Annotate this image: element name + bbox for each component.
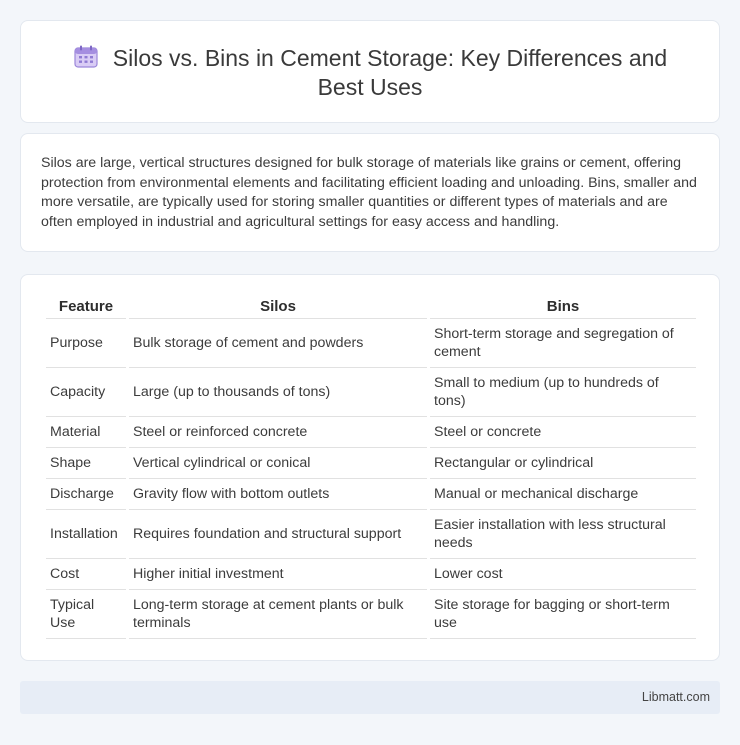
cell-bins: Steel or concrete xyxy=(430,417,696,448)
table-row xyxy=(46,590,696,639)
cell-silos: Bulk storage of cement and powders xyxy=(129,319,427,368)
page-title-row xyxy=(21,44,719,102)
cell-bins: Site storage for bagging or short-term use xyxy=(430,590,696,639)
header-card xyxy=(20,20,720,123)
cell-feature: Shape xyxy=(46,448,126,479)
cell-feature: Installation xyxy=(46,510,126,559)
cell-bins: Small to medium (up to hundreds of tons) xyxy=(430,368,696,417)
footer-brand-link[interactable]: Libmatt.com xyxy=(641,690,710,704)
header-bins: Bins xyxy=(430,295,696,319)
cell-silos: Higher initial investment xyxy=(129,559,427,590)
cell-silos: Requires foundation and structural support xyxy=(129,510,427,559)
header-feature: Feature xyxy=(46,295,126,319)
cell-feature: Cost xyxy=(46,559,126,590)
comparison-card xyxy=(20,274,720,661)
cell-feature: Capacity xyxy=(46,368,126,417)
cell-silos: Large (up to thousands of tons) xyxy=(129,368,427,417)
cell-bins: Manual or mechanical discharge xyxy=(430,479,696,510)
cell-bins: Short-term storage and segregation of cement xyxy=(430,319,696,368)
cell-bins: Easier installation with less structural needs xyxy=(430,510,696,559)
table-row xyxy=(46,479,696,510)
cell-bins: Lower cost xyxy=(430,559,696,590)
table-row xyxy=(46,559,696,590)
cell-silos: Long-term storage at cement plants or bulk terminals xyxy=(129,590,427,639)
table-row xyxy=(46,368,696,417)
cell-silos: Steel or reinforced concrete xyxy=(129,417,427,448)
table-header-row xyxy=(46,295,696,319)
table-row xyxy=(46,448,696,479)
cell-feature: Typical Use xyxy=(46,590,126,639)
comparison-table xyxy=(43,295,699,639)
cell-feature: Material xyxy=(46,417,126,448)
intro-paragraph: Silos are large, vertical structures designed for bulk storage of materials like grains or cement, offering protection from environmental elements and facilitating efficient loading and unloading. Bins, smaller and more versatile, are typically used for storing smaller quantities or different types of materials and are often employed in industrial and agricultural settings for easy access and handling. xyxy=(41,155,697,230)
page-title: Silos vs. Bins in Cement Storage: Key Differences and Best Uses xyxy=(112,45,668,100)
cell-feature: Discharge xyxy=(46,479,126,510)
calendar-icon xyxy=(73,45,99,69)
cell-silos: Gravity flow with bottom outlets xyxy=(129,479,427,510)
footer xyxy=(20,681,720,714)
header-silos: Silos xyxy=(129,295,427,319)
table-row xyxy=(46,417,696,448)
table-row xyxy=(46,319,696,368)
cell-feature: Purpose xyxy=(46,319,126,368)
table-row xyxy=(46,510,696,559)
cell-bins: Rectangular or cylindrical xyxy=(430,448,696,479)
cell-silos: Vertical cylindrical or conical xyxy=(129,448,427,479)
intro-card xyxy=(20,133,720,252)
